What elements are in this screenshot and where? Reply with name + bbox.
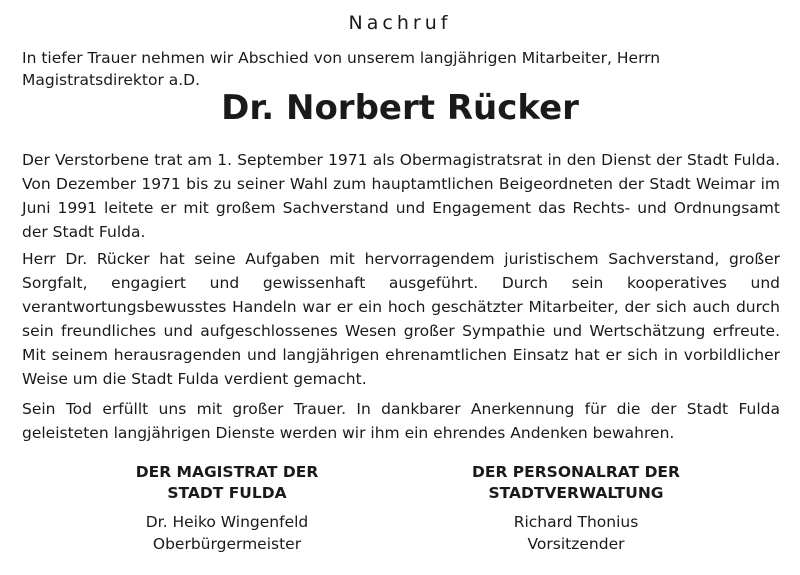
signature-title: Vorsitzender [527,535,625,553]
signature-block-magistrat [77,462,377,555]
body-paragraph: Der Verstorbene trat am 1. September 1971 als Obermagistratsrat in den Dienst der Stadt Fulda. Von Dezember 1971 bis zu seiner Wahl zum hauptamtlichen Beigeordneten der Stadt Weimar im Juni 1991 leitete er mit großem Sachverstand und Engagement das Rechts- und Ordnungsamt der Stadt Fulda. [22,151,780,241]
signature-block-personalrat [426,462,726,555]
intro-text [22,47,782,91]
signature-org: STADTVERWALTUNG [488,484,664,502]
signature-title: Oberbürgermeister [152,535,302,553]
notice-heading: Nachruf [348,12,452,34]
intro-line: Magistratsdirektor a.D. [22,71,201,89]
deceased-name: Dr. Norbert Rücker [221,88,579,128]
body-paragraph: Herr Dr. Rücker hat seine Aufgaben mit hervorragendem juristischem Sachverstand, großer Sorgfalt, engagiert und gewissenhaft ausgeführt. Durch sein kooperatives und verantwortungsbewusstes Handeln war er ein hoch geschätzter Mitarbeiter, der sich auch durch sein freundliches und aufgeschlossenes Wesen großer Sympathie und Wertschätzung erfreute. Mit seinem herausragenden und langjährigen ehrenamtlichen Einsatz hat er sich in vorbildlicher Weise um die Stadt Fulda verdient gemacht. [22,250,780,388]
signature-person: Dr. Heiko Wingenfeld [145,513,309,531]
signature-org: DER PERSONALRAT DER [472,463,680,481]
body-paragraph: Sein Tod erfüllt uns mit großer Trauer. In dankbarer Anerkennung für die der Stadt Fulda geleisteten langjährigen Dienste werden wir ihm ein ehrendes Andenken bewahren. [22,400,780,442]
signature-person: Richard Thonius [513,513,639,531]
signature-org: DER MAGISTRAT DER [135,463,319,481]
intro-line: In tiefer Trauer nehmen wir Abschied von unserem langjährigen Mitarbeiter, Herrn [22,49,661,67]
signature-org: STADT FULDA [167,484,287,502]
